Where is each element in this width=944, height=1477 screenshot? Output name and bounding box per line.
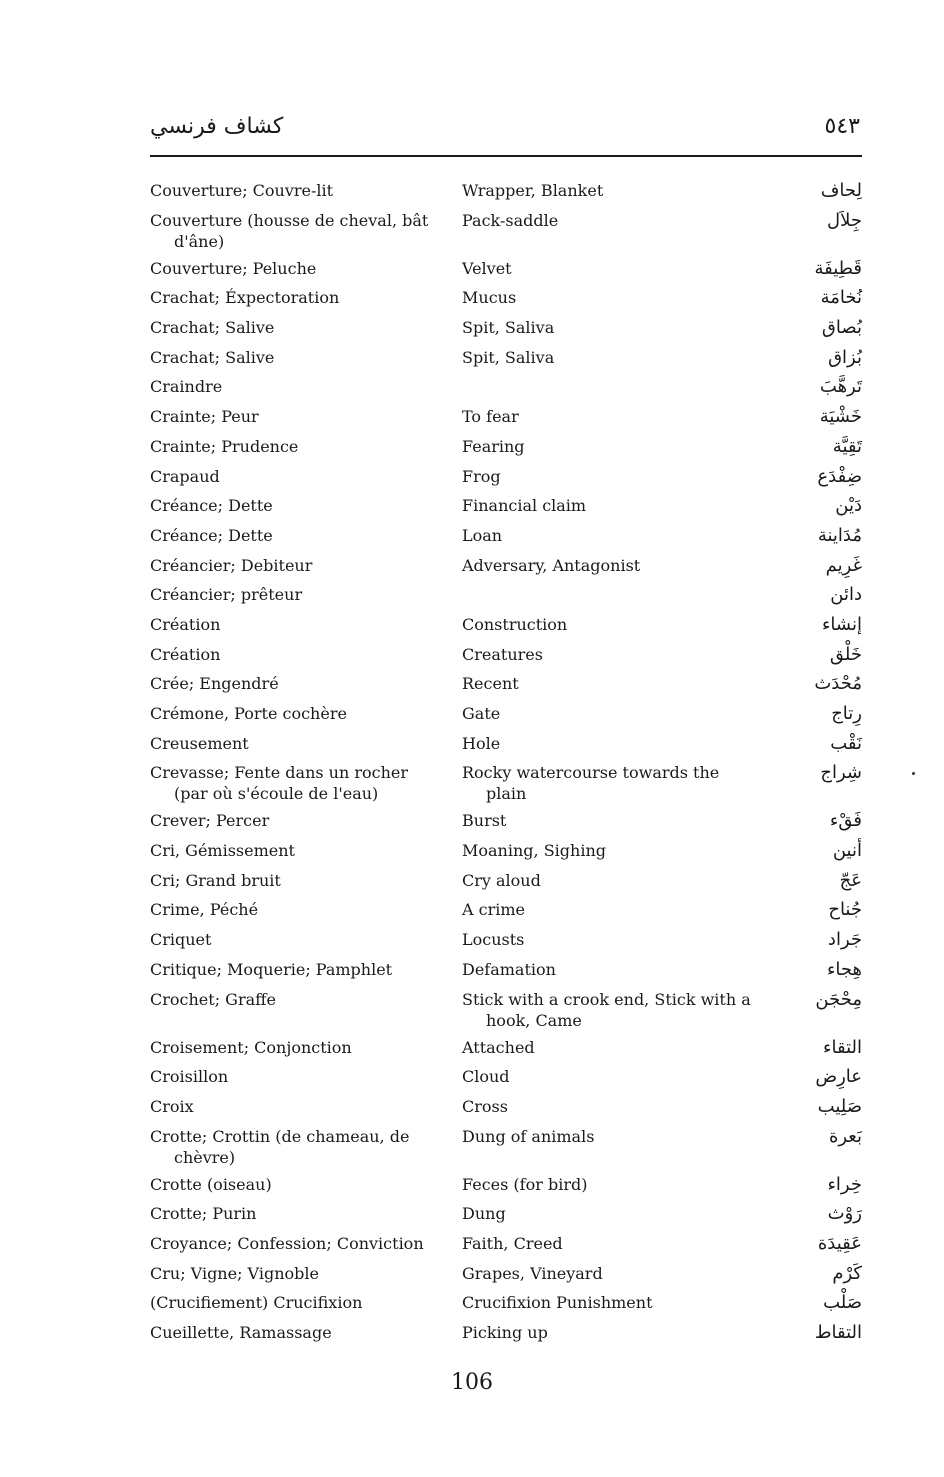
entry-row bbox=[150, 614, 862, 644]
arabic-term: التقاء bbox=[823, 1036, 862, 1058]
english-term: Frog bbox=[462, 466, 501, 486]
english-term: Stick with a crook end, Stick with a hook, Came bbox=[462, 989, 751, 1030]
arabic-term: رِتاج bbox=[831, 703, 862, 724]
entry-row bbox=[150, 436, 862, 466]
entry-row bbox=[150, 1126, 862, 1174]
arabic-term: جُناح bbox=[828, 899, 862, 921]
french-term: Craindre bbox=[150, 377, 223, 397]
arabic-term: دائن bbox=[830, 584, 862, 606]
french-term: Créance; Dette bbox=[150, 496, 273, 516]
french-term: Creusement bbox=[150, 733, 249, 753]
arabic-term: جِلاَل bbox=[827, 209, 862, 231]
arabic-term: قَطِيفَة bbox=[814, 257, 862, 279]
entry-row bbox=[150, 899, 862, 929]
english-term: Moaning, Sighing bbox=[462, 841, 606, 861]
french-term: Crapaud bbox=[150, 466, 220, 486]
arabic-term: تَقِيَّة bbox=[832, 435, 862, 457]
french-term: Crachat; Salive bbox=[150, 347, 275, 367]
french-term: Crainte; Peur bbox=[150, 407, 259, 427]
arabic-term: بَعرة bbox=[828, 1125, 862, 1147]
arabic-term: عَجّ bbox=[839, 869, 862, 891]
english-term: Gate bbox=[462, 704, 501, 723]
entry-row bbox=[150, 1233, 862, 1263]
arabic-term: نُخامَة bbox=[820, 287, 862, 309]
french-term: Crevasse; Fente dans un rocher (par où s'écoule de l'eau) bbox=[150, 763, 409, 804]
arabic-term: خَلْق bbox=[829, 643, 862, 665]
english-term: Crucifixion Punishment bbox=[462, 1293, 653, 1313]
english-term: Creatures bbox=[462, 644, 543, 664]
entry-row bbox=[150, 584, 862, 614]
entry-row bbox=[150, 929, 862, 959]
french-term: Croix bbox=[150, 1096, 194, 1116]
french-term: Crime, Péché bbox=[150, 900, 259, 920]
english-term: Cross bbox=[462, 1096, 508, 1116]
entry-row bbox=[150, 525, 862, 555]
arabic-term: كَرْم bbox=[832, 1262, 862, 1284]
entry-row bbox=[150, 733, 862, 763]
arabic-term: خَشْيَة bbox=[819, 406, 862, 428]
arabic-term: فَقْء bbox=[829, 810, 862, 832]
arabic-term: جَراد bbox=[827, 929, 862, 951]
french-term: Création bbox=[150, 614, 221, 634]
french-term: Crochet; Graffe bbox=[150, 989, 276, 1009]
entry-row bbox=[150, 644, 862, 674]
english-term: Dung bbox=[462, 1204, 506, 1224]
french-term: Croisillon bbox=[150, 1067, 229, 1087]
french-term: Créance; Dette bbox=[150, 525, 273, 545]
entry-row bbox=[150, 673, 862, 703]
arabic-term: شِراج bbox=[820, 762, 862, 784]
french-term: Criquet bbox=[150, 930, 212, 950]
entry-row bbox=[150, 1292, 862, 1322]
french-term: Crever; Percer bbox=[150, 811, 270, 831]
entry-row bbox=[150, 840, 862, 870]
entry-row bbox=[150, 466, 862, 496]
entry-row bbox=[150, 376, 862, 406]
french-term: Créancier; prêteur bbox=[150, 585, 303, 605]
english-term: Burst bbox=[462, 811, 507, 831]
entry-row bbox=[150, 1263, 862, 1293]
english-term: Cry aloud bbox=[462, 870, 541, 890]
french-term: Créancier; Debiteur bbox=[150, 555, 313, 575]
arabic-term: لِحاف bbox=[820, 180, 862, 201]
english-term: Dung of animals bbox=[462, 1126, 595, 1146]
entry-row bbox=[150, 1203, 862, 1233]
entry-row bbox=[150, 258, 862, 288]
arabic-term: بُزاق bbox=[828, 346, 862, 368]
english-term: Fearing bbox=[462, 436, 525, 456]
french-term: Croisement; Conjonction bbox=[150, 1037, 352, 1057]
arabic-term: إنشاء bbox=[821, 613, 862, 635]
arabic-term: هِجاء bbox=[826, 958, 862, 980]
french-term: Couverture; Couvre-lit bbox=[150, 181, 334, 200]
english-term: Attached bbox=[462, 1037, 535, 1057]
french-term: (Crucifiement) Crucifixion bbox=[150, 1293, 363, 1313]
arabic-page-number: ٥٤٣ bbox=[824, 114, 860, 139]
french-term: Crémone, Porte cochère bbox=[150, 704, 347, 723]
entry-row bbox=[150, 317, 862, 347]
french-term: Cri, Gémissement bbox=[150, 841, 295, 861]
glossary-table bbox=[150, 180, 862, 1352]
french-term: Cri; Grand bruit bbox=[150, 870, 281, 890]
arabic-term: بُصاق bbox=[821, 317, 862, 339]
english-term: Picking up bbox=[462, 1323, 548, 1342]
french-term: Croyance; Confession; Conviction bbox=[150, 1233, 424, 1253]
arabic-term: مِحْجَن bbox=[815, 988, 862, 1010]
english-term: Grapes, Vineyard bbox=[462, 1263, 603, 1283]
arabic-term: غَرِيم bbox=[825, 554, 862, 576]
french-term: Critique; Moquerie; Pamphlet bbox=[150, 959, 393, 979]
french-term: Crotte (oiseau) bbox=[150, 1174, 272, 1194]
entry-row bbox=[150, 1066, 862, 1096]
french-term: Crée; Engendré bbox=[150, 674, 279, 694]
entry-row bbox=[150, 406, 862, 436]
french-term: Couverture (housse de cheval, bât d'âne) bbox=[150, 210, 429, 251]
english-term: Recent bbox=[462, 674, 519, 694]
english-term: Hole bbox=[462, 733, 501, 753]
header-rule bbox=[150, 155, 862, 157]
english-term: Pack-saddle bbox=[462, 210, 559, 230]
arabic-term: ضِفْدَع bbox=[817, 465, 862, 487]
english-term: Velvet bbox=[462, 258, 512, 278]
french-term: Cru; Vigne; Vignoble bbox=[150, 1263, 319, 1283]
english-term: Loan bbox=[462, 525, 503, 545]
entry-row bbox=[150, 703, 862, 733]
entry-row bbox=[150, 347, 862, 377]
english-term: Rocky watercourse towards the plain bbox=[462, 763, 720, 804]
entry-row bbox=[150, 1322, 862, 1352]
french-term: Crotte; Crottin (de chameau, de chèvre) bbox=[150, 1126, 410, 1167]
entry-row bbox=[150, 870, 862, 900]
english-term: Construction bbox=[462, 614, 568, 634]
english-term: Faith, Creed bbox=[462, 1233, 563, 1253]
running-title: كشاف فرنسي bbox=[150, 114, 284, 139]
arabic-term: رَوْث bbox=[827, 1203, 862, 1225]
entry-row bbox=[150, 1037, 862, 1067]
entry-row bbox=[150, 180, 862, 210]
page-number: 106 bbox=[451, 1370, 493, 1395]
french-term: Crachat; Salive bbox=[150, 318, 275, 338]
entry-row bbox=[150, 1096, 862, 1126]
arabic-term: أنين bbox=[832, 840, 862, 862]
french-term: Crotte; Purin bbox=[150, 1204, 257, 1224]
arabic-term: صَلِيب bbox=[817, 1095, 862, 1117]
entry-row bbox=[150, 959, 862, 989]
english-term: Financial claim bbox=[462, 496, 587, 516]
english-term: Feces (for bird) bbox=[462, 1174, 588, 1194]
scan-speck bbox=[912, 772, 915, 775]
entry-row bbox=[150, 810, 862, 840]
entry-row bbox=[150, 1174, 862, 1204]
arabic-term: دَيْن bbox=[835, 495, 862, 517]
arabic-term: خِراء bbox=[827, 1173, 862, 1195]
entry-row bbox=[150, 762, 862, 810]
entry-row bbox=[150, 287, 862, 317]
french-term: Création bbox=[150, 644, 221, 664]
english-term: Defamation bbox=[462, 959, 556, 979]
english-term: Adversary, Antagonist bbox=[462, 555, 641, 575]
english-term: Spit, Saliva bbox=[462, 347, 555, 367]
arabic-term: عارِض bbox=[815, 1066, 862, 1088]
entry-row bbox=[150, 210, 862, 258]
arabic-term: نَقْب bbox=[830, 732, 862, 754]
arabic-term: مُحْدَث bbox=[814, 673, 862, 695]
french-term: Crachat; Éxpectoration bbox=[150, 288, 340, 308]
entry-row bbox=[150, 495, 862, 525]
english-term: To fear bbox=[462, 407, 519, 427]
english-term: Wrapper, Blanket bbox=[462, 181, 604, 200]
arabic-term: تَرهَّبَ bbox=[819, 376, 862, 398]
french-term: Crainte; Prudence bbox=[150, 436, 299, 456]
arabic-term: صَلْب bbox=[823, 1292, 862, 1314]
french-term: Couverture; Peluche bbox=[150, 258, 317, 278]
french-term: Cueillette, Ramassage bbox=[150, 1323, 332, 1342]
english-term: Spit, Saliva bbox=[462, 318, 555, 338]
english-term: Mucus bbox=[462, 288, 517, 308]
page-header bbox=[150, 112, 860, 152]
entry-row bbox=[150, 989, 862, 1037]
arabic-term: عَقِيدَة bbox=[817, 1232, 862, 1254]
arabic-term: التقاط bbox=[814, 1322, 862, 1343]
arabic-term: مُدَاينة bbox=[817, 524, 862, 546]
english-term: Cloud bbox=[462, 1067, 510, 1087]
english-term: Locusts bbox=[462, 930, 525, 950]
entry-row bbox=[150, 555, 862, 585]
english-term: A crime bbox=[462, 900, 526, 920]
